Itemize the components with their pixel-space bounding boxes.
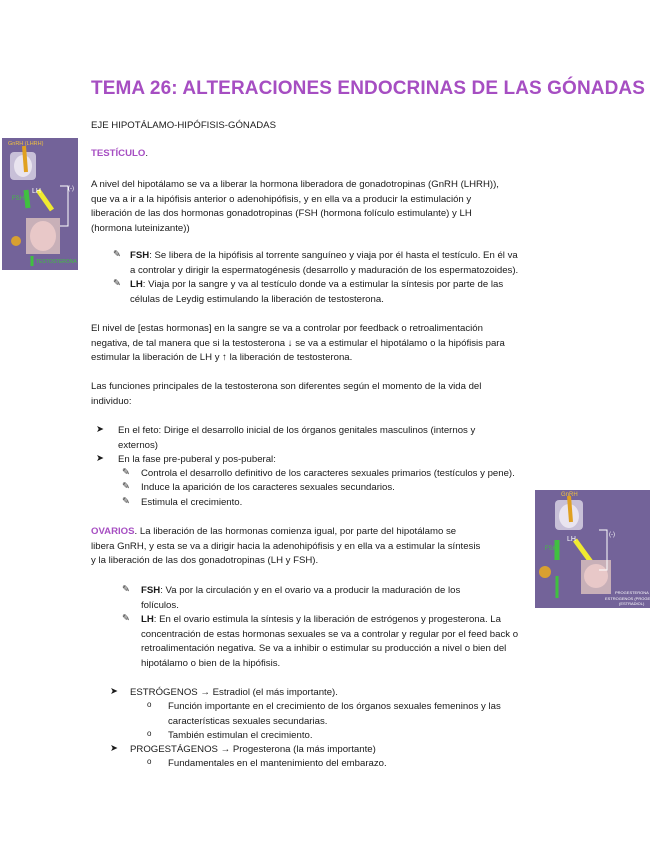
ovarios-intro [91,525,531,569]
male-fig-lh-label: LH [32,188,41,195]
estrogenos-item: ESTRÓGENOS → Estradiol (el más importante). [130,687,338,698]
feto-line: En el feto: Dirige el desarrollo inicial de los órganos genitales masculinos (internos y [118,425,476,436]
page-title [91,78,645,100]
male-fig-minus-label: (-) [68,186,74,192]
bullet-pencil-icon: ✎ [122,496,131,507]
female-fig-label-estrogenos: ESTROGENOS (PROGESTERONA) [605,596,671,601]
testiculo-heading-dot: . [145,148,149,159]
feedback-line: negativa, de tal manera que si la testosterona ↓ se va a estimular el hipotálamo o la hipófisis para [91,337,505,349]
progestagenos-item: PROGESTÁGENOS → Progesterona (la más importante) [130,744,376,755]
male-fig-bottom-label: TESTOSTERONA [36,259,77,265]
testiculo-lh-text: Viaja por la sangre y va al testículo donde va a estimular la síntesis por parte de las [148,279,504,290]
arrow-bullet-icon: ➤ [110,743,119,754]
testiculo-heading-line [91,148,148,159]
feedback-line: estimular la liberación de LH y ↑ la liberación de testosterona. [91,352,353,364]
feedback-line: El nivel de [estas hormonas] en la sangre se va a controlar por feedback o retroalimentación [91,323,483,334]
female-fig-lh-label: LH [567,536,576,543]
arrow-bullet-icon: ➤ [96,424,105,435]
testiculo-intro-line: que va a ir a la hipófisis anterior o adenohipófisis, y en ella va a producir la estimulación y [91,193,472,205]
ovarios-intro-line: . La liberación de las hormonas comienza igual, por parte del hipotálamo se [134,526,457,537]
fase-subitem: Estimula el crecimiento. [141,497,243,508]
title-prefix: TEMA 26: [91,78,178,99]
feto-item [118,424,568,453]
testiculo-intro-line: liberación de las dos hormonas gonadotropinas (FSH (hormona folículo estimulante) y LH [91,208,472,220]
fase-item: En la fase pre-puberal y pos-puberal: [118,454,276,465]
estrogenos-subitem-line: Función importante en el crecimiento de los órganos sexuales femeninos y las [168,701,501,712]
testiculo-intro-line: (hormona luteinizante)) [91,222,190,234]
estrogenos-subitem: También estimulan el crecimiento. [168,730,313,741]
ovarios-intro-line: libera GnRH, y esta se va a dirigir hacia la adenohipófisis y en ella va a estimular la síntesis [91,540,481,552]
testiculo-lh-text: células de Leydig estimulando la liberación de testosterona. [130,293,384,305]
circle-bullet-icon: o [147,729,152,738]
testiculo-feedback [91,322,581,366]
bullet-pencil-icon: ✎ [113,249,122,260]
ovarios-intro-line: y la liberación de las dos gonadotropinas (LH y FSH). [91,555,319,567]
ovarios-lh-item: LH: En el ovario estimula la síntesis y la liberación de estrógenos y progesterona. La concentración de estas hormonas sexuales se va a controlar y regular por el feed back o retroalimentación negativa. Se va a inhibir o estimular su producción a nivel o bien del hipotálamo o bien de la hipófisis. [141,613,581,671]
bullet-pencil-icon: ✎ [122,613,131,624]
title-text: ALTERACIONES ENDOCRINAS DE LAS GÓNADAS [182,78,645,99]
bullet-pencil-icon: ✎ [122,481,131,492]
testiculo-fsh-text: Se libera de la hipófisis al torrente sanguíneo y viaja por él hasta el testículo. En él va [154,250,518,261]
circle-bullet-icon: o [147,700,152,709]
ovarios-fsh-text: folículos. [141,599,179,611]
estrogenos-subitem [168,700,568,729]
funciones-line: Las funciones principales de la testosterona son diferentes según el momento de la vida del [91,381,482,392]
ovarios-lh-text: En el ovario estimula la síntesis y la liberación de estrógenos y progesterona. La [159,614,501,625]
female-fig-minus-label: (-) [609,532,615,538]
testiculo-fsh-item: FSH: Se libera de la hipófisis al torrente sanguíneo y viaja por él hasta el testículo. En él va a controlar y dirigir la espermatogénesis (desarrollo y maduración de los espermatozoides). [130,249,580,278]
lh-label: LH [141,614,154,625]
funciones-line: individuo: [91,395,132,407]
male-fig-fsh-label: FSH [12,196,24,202]
male-hormone-figure [2,138,78,270]
female-fig-label-estradiol: (ESTRADIOL) [619,601,645,606]
testiculo-funciones [91,380,581,409]
female-fig-label-progesterona: PROGESTERONA [615,590,649,595]
male-fig-top-label: GnRH (LHRH) [8,141,44,147]
ovarios-fsh-item: FSH: Va por la circulación y en el ovario va a producir la maduración de los folículos. [141,584,541,613]
female-fig-fsh-label: FSH [545,546,557,552]
circle-bullet-icon: o [147,757,152,766]
testiculo-lh-item: LH: Viaja por la sangre y va al testículo donde va a estimular la síntesis por parte de las células de Leydig estimulando la liberación de testosterona. [130,278,580,307]
fase-subitem: Induce la aparición de los caracteres sexuales secundarios. [141,482,395,493]
female-hormone-figure [535,490,671,608]
progestagenos-subitem: Fundamentales en el mantenimiento del embarazo. [168,758,387,769]
bullet-pencil-icon: ✎ [122,584,131,595]
testiculo-heading: TESTÍCULO [91,148,146,159]
bullet-pencil-icon: ✎ [122,467,131,478]
lh-label: LH [130,279,143,290]
fsh-label: FSH [141,585,161,596]
ovarios-lh-text: concentración de estas hormonas sexuales se va a controlar y regular por el feed back o [141,628,519,640]
subtitle: EJE HIPOTÁLAMO-HIPÓFISIS-GÓNADAS [91,120,276,131]
bullet-pencil-icon: ✎ [113,278,122,289]
ovarios-heading: OVARIOS [91,526,135,537]
feto-line: externos) [118,439,158,451]
arrow-bullet-icon: ➤ [110,686,119,697]
fase-subitem: Controla el desarrollo definitivo de los caracteres sexuales primarios (testículos y pene). [141,468,515,479]
male-figure-svg [2,138,78,270]
testiculo-fsh-text: a controlar y dirigir la espermatogénesis (desarrollo y maduración de los espermatozoides). [130,264,519,276]
testiculo-intro-line: A nivel del hipotálamo se va a liberar la hormona liberadora de gonadotropinas (GnRH (LHRH)), [91,179,499,190]
testiculo-intro [91,178,571,236]
ovarios-lh-text: retroalimentación negativa. Se va a inhibir o estimular su producción a nivel o bien del [141,643,507,655]
arrow-bullet-icon: ➤ [96,453,105,464]
ovarios-lh-text: hipotálamo o bien de la hipófisis. [141,657,281,669]
female-fig-top-label: GnRH [561,492,578,498]
fsh-label: FSH [130,250,150,261]
estrogenos-subitem-line: características sexuales secundarias. [168,715,328,727]
ovarios-fsh-text: Va por la circulación y en el ovario va a producir la maduración de los [165,585,461,596]
